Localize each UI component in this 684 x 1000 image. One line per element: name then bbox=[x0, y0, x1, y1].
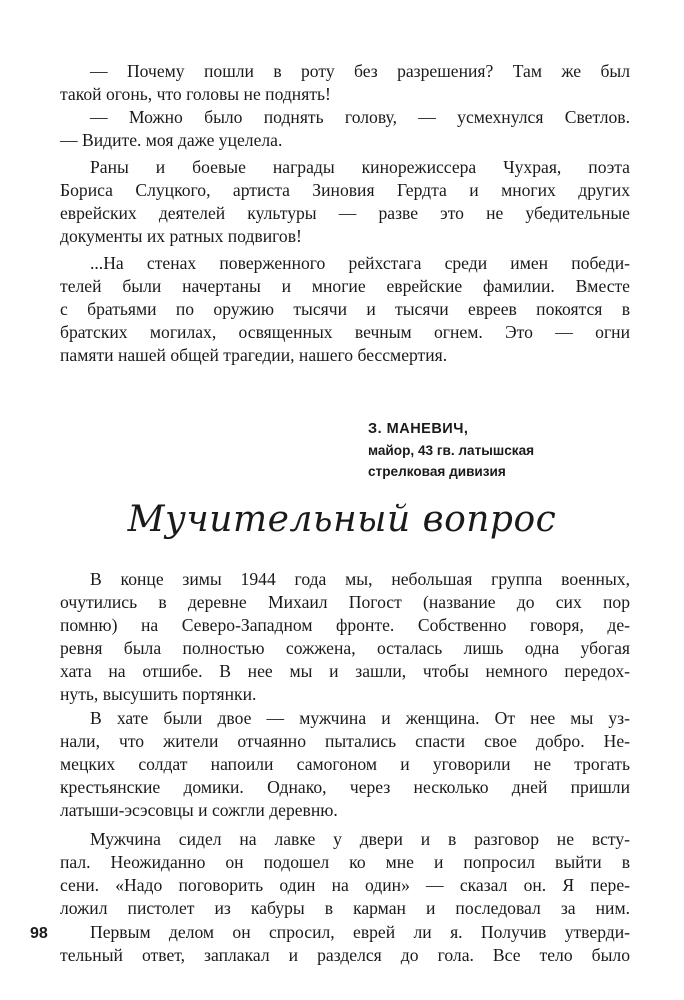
text-line: нуть, высушить портянки. bbox=[60, 684, 257, 704]
text-line: ревня была полностью сожжена, осталась лишь одна убогая bbox=[60, 638, 630, 658]
text-line: телей были начертаны и многие еврейские фамилии. Вместе bbox=[60, 276, 630, 296]
article-body bbox=[60, 568, 630, 967]
page-number: 98 bbox=[30, 925, 48, 942]
paragraph bbox=[60, 60, 630, 106]
text-line: памяти нашей общей трагедии, нашего бессмертия. bbox=[60, 345, 448, 365]
text-line: еврейских деятелей культуры — разве это не убедительные bbox=[60, 203, 630, 223]
text-line: крестьянские домики. Однако, через несколько дней пришли bbox=[60, 777, 630, 797]
text-line: Мужчина сидел на лавке у двери и в разговор не всту- bbox=[90, 829, 630, 849]
text-line: тельный ответ, заплакал и разделся до гола. Все тело было bbox=[60, 945, 630, 965]
author-name: З. МАНЕВИЧ, bbox=[368, 421, 469, 437]
text-line: с братьями по оружию тысячи и тысячи евреев покоятся в bbox=[60, 299, 630, 319]
text-line: Раны и боевые награды кинорежиссера Чухрая, поэта bbox=[90, 157, 630, 177]
text-line: помню) на Северо-Западном фронте. Собственно говоря, де- bbox=[60, 615, 630, 635]
paragraph bbox=[60, 828, 630, 920]
author-unit: стрелковая дивизия bbox=[368, 464, 506, 479]
text-line: нали, что жители отчаянно пытались спасти свое добро. Не- bbox=[60, 731, 630, 751]
text-line: — Видите. моя даже уцелела. bbox=[60, 130, 283, 150]
author-signature bbox=[368, 418, 648, 482]
text-line: Первым делом он спросил, еврей ли я. Получив утверди- bbox=[90, 922, 630, 942]
text-line: документы их ратных подвигов! bbox=[60, 226, 302, 246]
paragraph bbox=[60, 921, 630, 967]
text-line: В конце зимы 1944 года мы, небольшая группа военных, bbox=[90, 569, 630, 589]
text-line: пал. Неожиданно он подошел ко мне и попросил выйти в bbox=[60, 852, 630, 872]
paragraph bbox=[60, 707, 630, 822]
text-line: сени. «Надо поговорить один на один» — сказал он. Я пере- bbox=[60, 875, 630, 895]
text-line: — Почему пошли в роту без разрешения? Там же был bbox=[90, 61, 630, 81]
text-line: мецких солдат напоили самогоном и уговорили не трогать bbox=[60, 754, 630, 774]
text-line: ложил пистолет из кабуры в карман и последовал за ним. bbox=[60, 898, 630, 918]
text-line: В хате были двое — мужчина и женщина. От нее мы уз- bbox=[90, 708, 630, 728]
paragraph bbox=[60, 156, 630, 248]
text-line: Бориса Слуцкого, артиста Зиновия Гердта и многих других bbox=[60, 180, 630, 200]
paragraph bbox=[60, 252, 630, 367]
text-line: братских могилах, освященных вечным огнем. Это — огни bbox=[60, 322, 630, 342]
paragraph bbox=[60, 106, 630, 152]
text-line: ...На стенах поверженного рейхстага среди имен победи- bbox=[90, 253, 630, 273]
paragraph bbox=[60, 568, 630, 706]
text-line: хата на отшибе. В нее мы и зашли, чтобы немного передох- bbox=[60, 661, 630, 681]
previous-article-text bbox=[60, 60, 630, 367]
text-line: латыши-эсэсовцы и сожгли деревню. bbox=[60, 800, 338, 820]
text-line: — Можно было поднять голову, — усмехнулся Светлов. bbox=[90, 107, 630, 127]
author-rank: майор, 43 гв. латышская bbox=[368, 443, 535, 458]
text-line: очутились в деревне Михаил Погост (название до сих пор bbox=[60, 592, 630, 612]
article-title: Мучительный вопрос bbox=[127, 499, 557, 540]
text-line: такой огонь, что головы не поднять! bbox=[60, 84, 331, 104]
